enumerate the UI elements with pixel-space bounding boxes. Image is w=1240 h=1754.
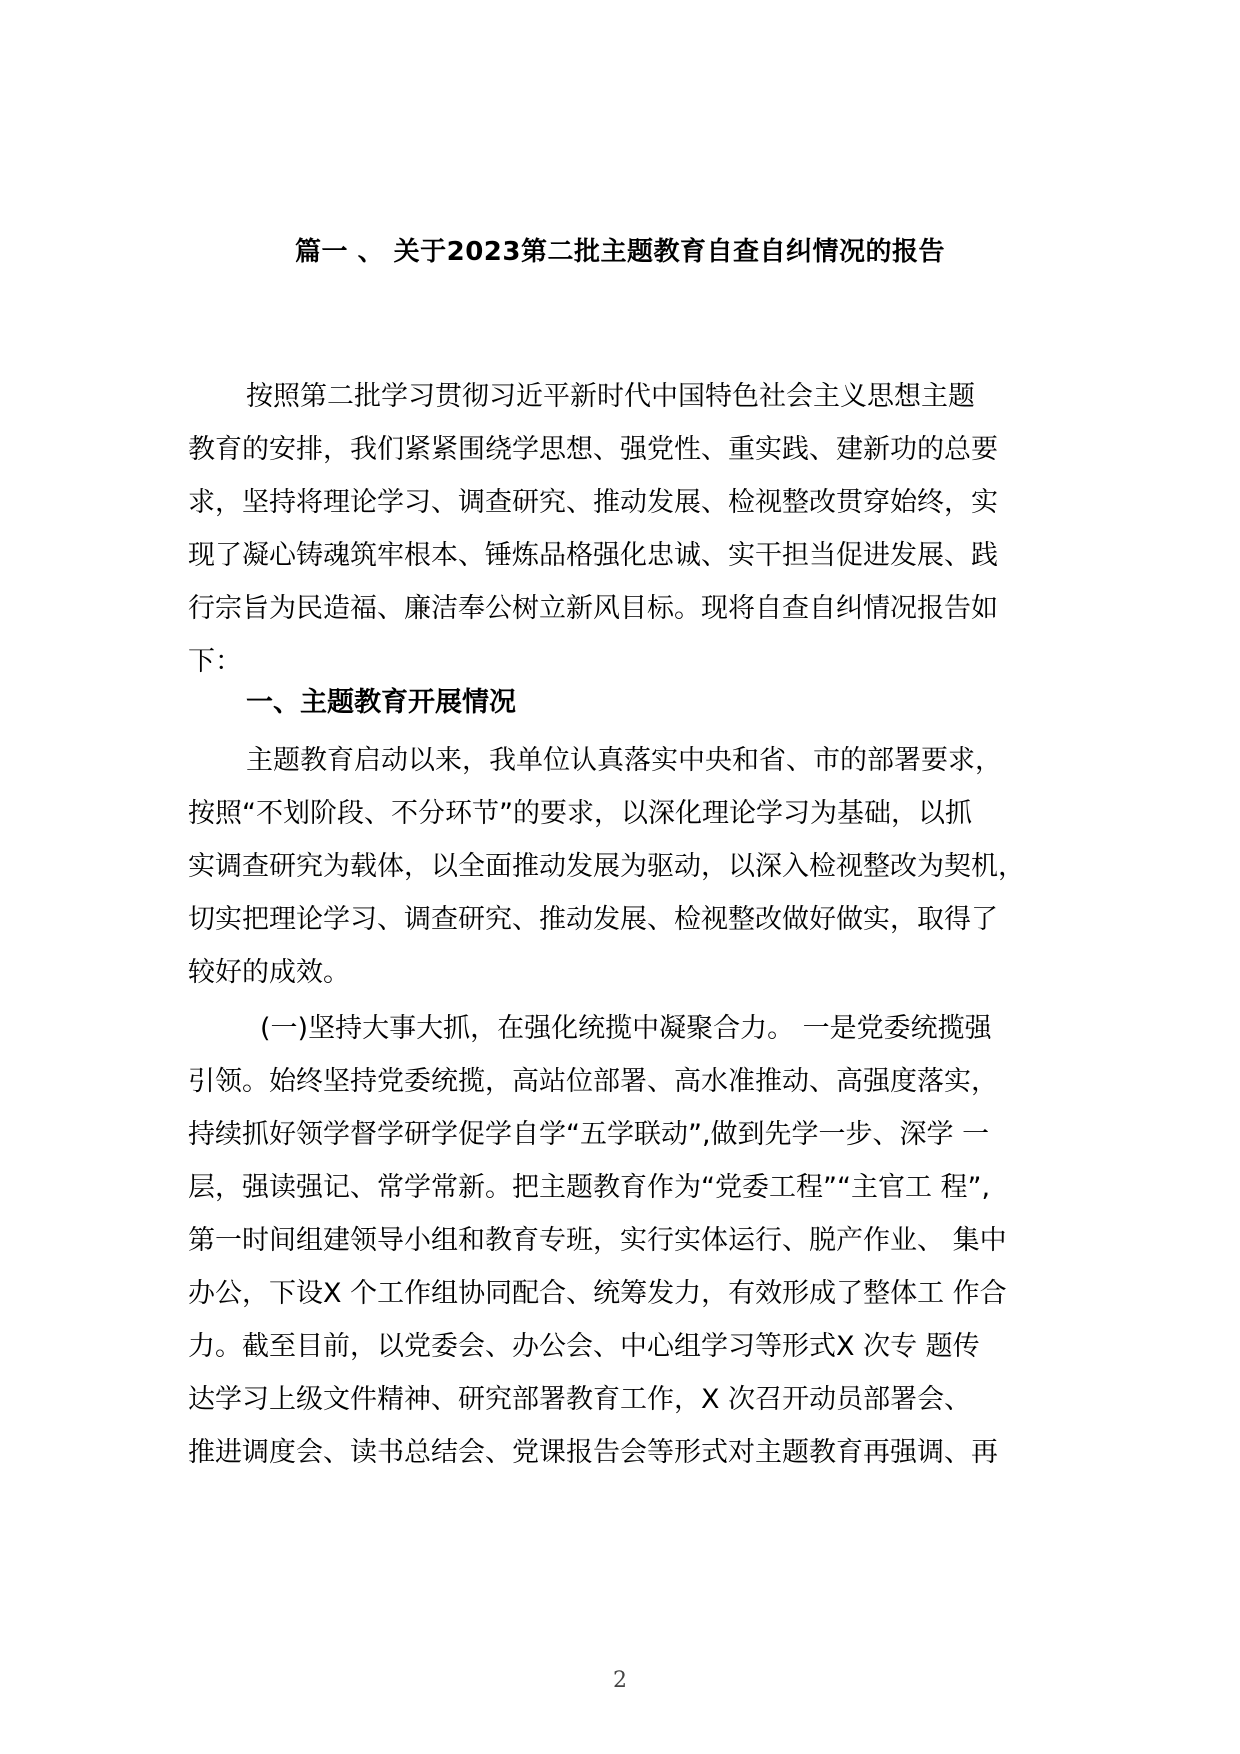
- paragraph-line: 持续抓好领学督学研学促学自学“五学联动”,做到先学一步、深学 一: [188, 1119, 990, 1150]
- paragraph-line: 第一时间组建领导小组和教育专班，实行实体运行、脱产作业、 集中: [188, 1225, 1007, 1256]
- paragraph-line: 按照“不划阶段、不分环节”的要求，以深化理论学习为基础，以抓: [188, 798, 972, 829]
- paragraph-line: 办公，下设X 个工作组协同配合、统筹发力，有效形成了整体工 作合: [188, 1278, 1007, 1309]
- paragraph-line: 现了凝心铸魂筑牢根本、锤炼品格强化忠诚、实干担当促进发展、践: [188, 540, 998, 571]
- paragraph-line: 达学习上级文件精神、研究部署教育工作，X 次召开动员部署会、: [188, 1384, 972, 1415]
- paragraph-line: 较好的成效。: [188, 957, 350, 988]
- paragraph-line: (一)坚持大事大抓，在强化统揽中凝聚合力。 一是党委统揽强: [260, 1013, 992, 1044]
- paragraph-line: 行宗旨为民造福、廉洁奉公树立新风目标。现将自查自纠情况报告如: [188, 593, 998, 624]
- paragraph-line: 主题教育启动以来，我单位认真落实中央和省、市的部署要求，: [246, 745, 1002, 776]
- paragraph-line: 层，强读强记、常学常新。把主题教育作为“党委工程”“主官工 程”,: [188, 1172, 991, 1203]
- paragraph-line: 按照第二批学习贯彻习近平新时代中国特色社会主义思想主题: [246, 381, 975, 412]
- paragraph-subsection-1: [188, 1002, 1060, 1479]
- page-number: 2: [613, 1668, 627, 1693]
- paragraph-line: 推进调度会、读书总结会、党课报告会等形式对主题教育再强调、再: [188, 1437, 998, 1468]
- paragraph-line: 力。截至目前，以党委会、办公会、中心组学习等形式X 次专 题传: [188, 1331, 980, 1362]
- paragraph-line: 求，坚持将理论学习、调查研究、推动发展、检视整改贯穿始终，实: [188, 487, 998, 518]
- paragraph-intro: [188, 370, 1060, 688]
- section-heading-wrapper: [188, 676, 1060, 729]
- document-title: 篇一 、 关于2023第二批主题教育自查自纠情况的报告: [295, 237, 945, 267]
- paragraph-line: 实调查研究为载体，以全面推动发展为驱动，以深入检视整改为契机，: [188, 851, 1025, 882]
- paragraph-line: 切实把理论学习、调查研究、推动发展、检视整改做好做实，取得了: [188, 904, 998, 935]
- paragraph-line: 教育的安排，我们紧紧围绕学思想、强党性、重实践、建新功的总要: [188, 434, 998, 465]
- paragraph-progress: [188, 734, 1060, 999]
- paragraph-line: 引领。始终坚持党委统揽，高站位部署、高水准推动、高强度落实，: [188, 1066, 998, 1097]
- section-heading: 一、主题教育开展情况: [246, 687, 516, 718]
- paragraph-line: 下：: [188, 646, 242, 677]
